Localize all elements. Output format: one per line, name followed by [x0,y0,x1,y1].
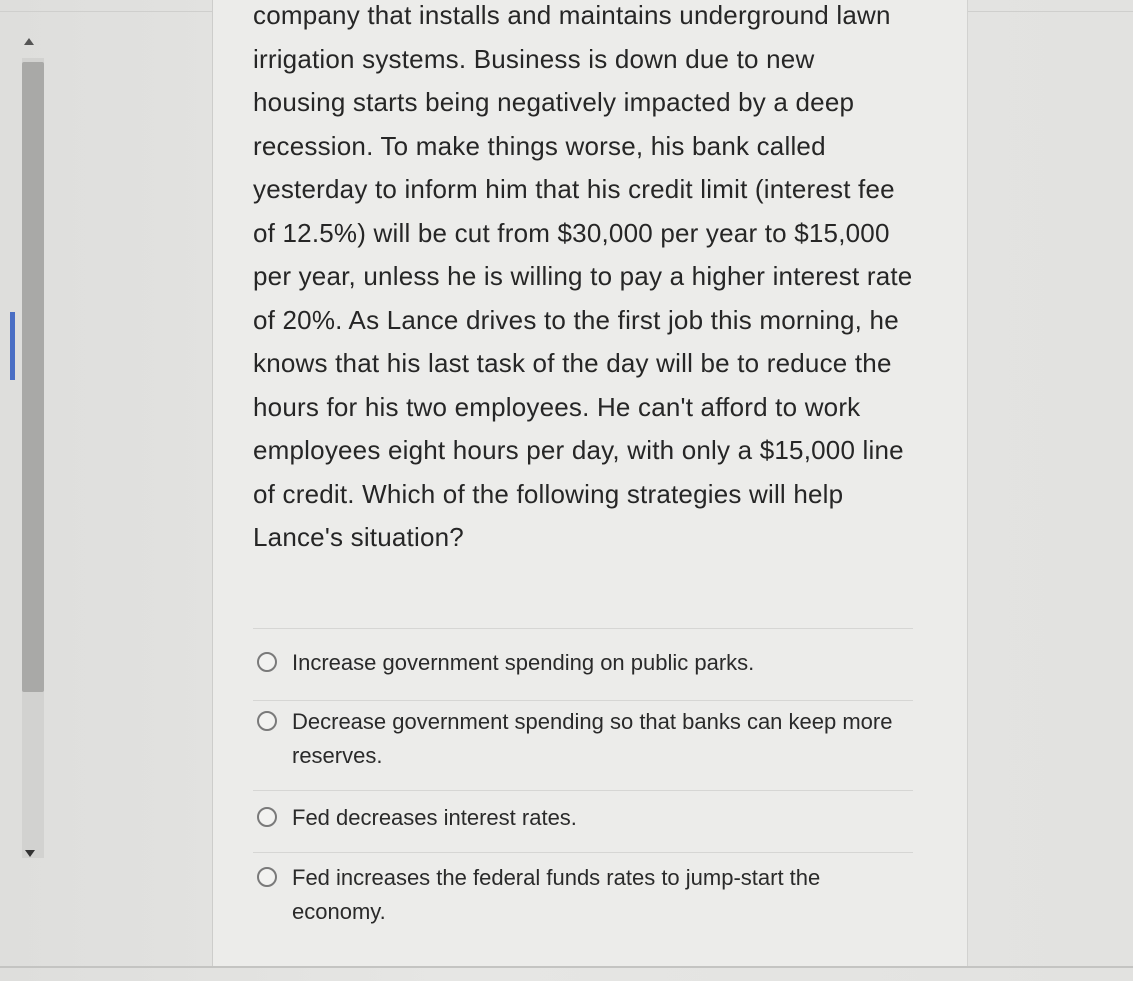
vertical-scrollbar[interactable] [18,28,46,868]
focus-marker [10,312,15,380]
scroll-thumb[interactable] [22,62,44,692]
radio-button[interactable] [257,807,277,827]
option-label: Fed decreases interest rates. [292,805,577,830]
divider [253,790,913,791]
scroll-up-arrow-icon[interactable] [24,38,34,45]
radio-button[interactable] [257,711,277,731]
divider [253,700,913,701]
radio-button[interactable] [257,652,277,672]
option-label: Increase government spending on public parks. [292,650,755,675]
scroll-down-arrow-icon[interactable] [25,850,35,857]
divider [253,628,913,629]
option-label: Decrease government spending so that banks can keep more reserves. [292,709,893,768]
question-panel [212,0,968,968]
option-label: Fed increases the federal funds rates to jump-start the economy. [292,865,821,924]
divider [253,852,913,853]
radio-button[interactable] [257,867,277,887]
bottom-divider [0,966,1133,968]
question-text: company that installs and maintains underground lawn irrigation systems. Business is down due to new housing starts being negatively impacted by a deep recession. To make things worse, his bank called yesterday to inform him that his credit limit (interest fee of 12.5%) will be cut from $30,000 per year to $15,000 per year, unless he is willing to pay a higher interest rate of 20%. As Lance drives to the first job this morning, he knows that his last task of the day will be to reduce the hours for his two employees. He can't afford to work employees eight hours per day, with only a $15,000 line of credit. Which of the following strategies will help Lance's situation? [253,0,913,552]
